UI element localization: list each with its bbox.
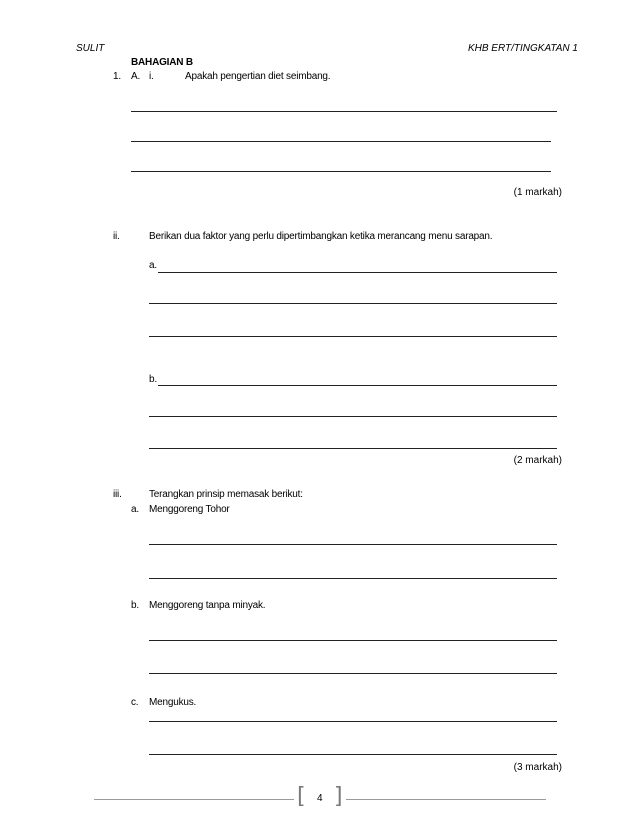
subquestion-i-label: i. [149, 71, 154, 82]
subquestion-ii-text: Berikan dua faktor yang perlu dipertimbangkan ketika merancang menu sarapan. [149, 231, 493, 242]
answer-line[interactable] [149, 448, 557, 449]
answer-line[interactable] [149, 721, 557, 722]
answer-line[interactable] [131, 141, 551, 142]
page-number: 4 [317, 793, 323, 804]
answer-line[interactable] [149, 416, 557, 417]
footer-rule-right [346, 799, 546, 800]
marks-label-i: (1 markah) [513, 187, 562, 198]
page-bracket-left-icon: [ [297, 784, 306, 809]
answer-line[interactable] [149, 754, 557, 755]
answer-line[interactable] [149, 336, 557, 337]
subquestion-ii-label: ii. [113, 231, 120, 242]
principle-c-text: Mengukus. [149, 697, 197, 708]
marks-label-iii: (3 markah) [513, 762, 562, 773]
question-number: 1. [113, 71, 121, 82]
answer-line[interactable] [131, 171, 551, 172]
answer-line[interactable] [149, 578, 557, 579]
principle-c-label: c. [131, 697, 139, 708]
section-title: BAHAGIAN B [131, 57, 193, 68]
answer-line[interactable] [149, 544, 557, 545]
header-right: KHB ERT/TINGKATAN 1 [467, 43, 578, 54]
subquestion-iii-label: iii. [113, 489, 122, 500]
subquestion-iii-text: Terangkan prinsip memasak berikut: [149, 489, 303, 500]
answer-line[interactable] [149, 673, 557, 674]
principle-a-label: a. [131, 504, 139, 515]
item-b-label: b. [149, 374, 157, 385]
principle-b-text: Menggoreng tanpa minyak. [149, 600, 266, 611]
page-bracket-right-icon: ] [334, 784, 343, 809]
question-part: A. [131, 71, 141, 82]
item-a-label: a. [149, 260, 157, 271]
footer-rule-left [94, 799, 294, 800]
answer-line[interactable] [149, 303, 557, 304]
answer-line[interactable] [158, 385, 557, 386]
subquestion-i-text: Apakah pengertian diet seimbang. [185, 71, 331, 82]
answer-line[interactable] [158, 272, 557, 273]
marks-label-ii: (2 markah) [513, 455, 562, 466]
header-left: SULIT [76, 43, 105, 54]
principle-b-label: b. [131, 600, 139, 611]
principle-a-text: Menggoreng Tohor [149, 504, 230, 515]
answer-line[interactable] [149, 640, 557, 641]
answer-line[interactable] [131, 111, 557, 112]
